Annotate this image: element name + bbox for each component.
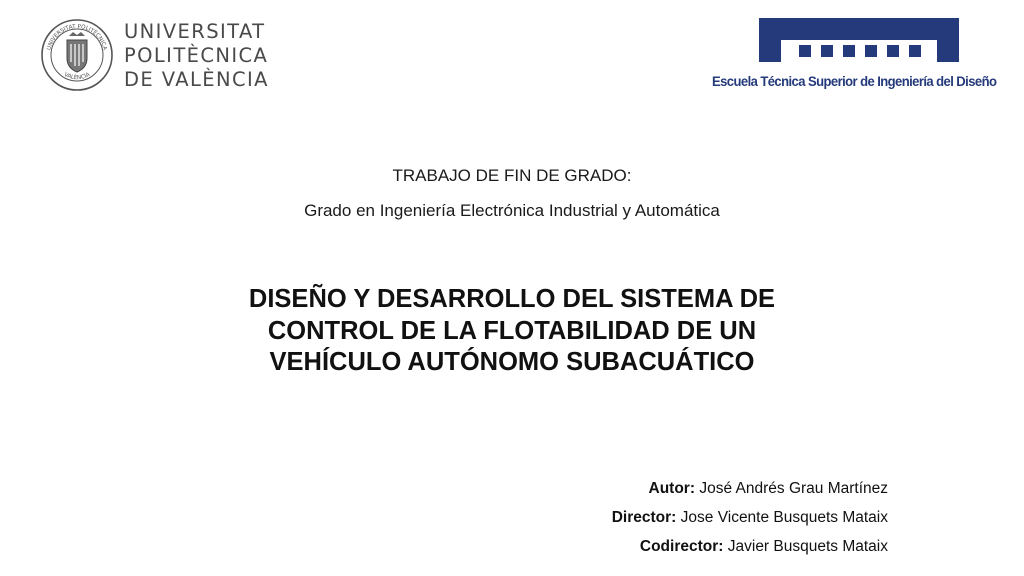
upv-wordmark-line: POLITÈCNICA <box>124 44 269 67</box>
seal-text: UNIVERSITAT POLITÈCNICA <box>46 23 108 51</box>
thesis-title <box>140 284 884 379</box>
author-name: José Andrés Grau Martínez <box>699 480 888 497</box>
university-seal-icon <box>40 18 114 92</box>
codirector-name: Javier Busquets Mataix <box>727 538 888 555</box>
thesis-title-line: VEHÍCULO AUTÓNOMO SUBACUÁTICO <box>269 348 755 376</box>
degree-name: Grado en Ingeniería Electrónica Industrial y Automática <box>304 201 720 220</box>
director-label: Director: <box>611 509 677 526</box>
author-line <box>388 474 888 503</box>
upv-wordmark-line: DE VALÈNCIA <box>124 68 269 91</box>
thesis-title-line: CONTROL DE LA FLOTABILIDAD DE UN <box>267 316 757 345</box>
author-label: Autor: <box>648 480 696 497</box>
codirector-line <box>388 532 888 561</box>
building-logo-icon <box>759 18 959 62</box>
director-name: Jose Vicente Busquets Mataix <box>680 509 888 526</box>
etsid-logo <box>712 18 1004 98</box>
etsid-name: Escuela Técnica Superior de Ingeniería del Diseño <box>712 74 997 89</box>
thesis-title-line: DISEÑO Y DESARROLLO DEL SISTEMA DE <box>248 285 776 313</box>
upv-wordmark <box>124 20 284 92</box>
document-type-label: TRABAJO DE FIN DE GRADO: <box>392 166 632 185</box>
credits <box>388 474 888 561</box>
upv-logo <box>40 16 280 96</box>
svg-text:VALÈNCIA: VALÈNCIA <box>62 71 92 82</box>
upv-wordmark-line: UNIVERSITAT <box>124 20 266 43</box>
codirector-label: Codirector: <box>639 538 724 555</box>
director-line <box>388 503 888 532</box>
